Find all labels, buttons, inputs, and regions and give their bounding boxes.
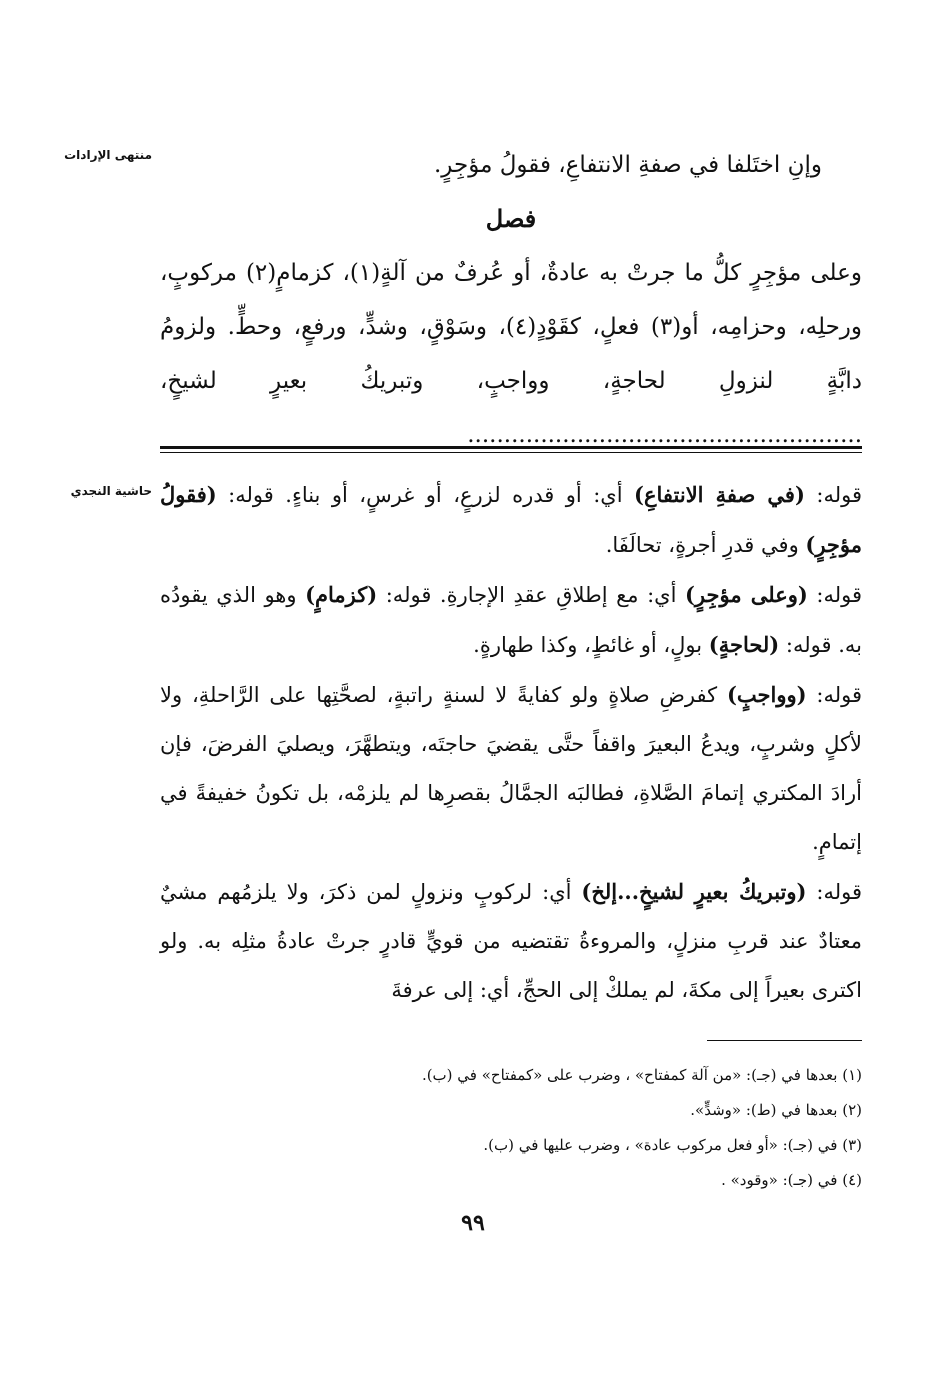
hashiya-paragraph: [160, 470, 862, 570]
hashiya-text-block: [160, 470, 862, 1015]
matn-paragraph-text: وعلى مؤجِرٍ كلُّ ما جرتْ به عادةٌ، أو عُرفٌ من آلةٍ(١)، كزمامٍ(٢) مركوبٍ، ورحلِه، وحزامِه، أو(٣) فعلٍ، كقَوْدٍ(٤)، وسَوْقٍ، وشدٍّ، ورفعٍ، وحطٍّ. ولزومُ دابَّةٍ لنزولِ لحاجةٍ، وواجبٍ، وتبريكُ بعيرٍ لشيخٍ،: [160, 260, 862, 394]
footnote: (٢) بعدها في (ط): «وشدٍّ».: [690, 1101, 862, 1119]
text-run: قوله:: [807, 583, 863, 607]
text-run: أي: أو قدره لزرعٍ، أو غرسٍ، أو بناءٍ. قوله:: [216, 483, 635, 507]
side-label-hashiya: حاشية النجدي: [70, 484, 152, 498]
section-divider: [160, 446, 862, 449]
footnotes-block: [160, 1058, 862, 1198]
text-run: قوله:: [806, 683, 863, 707]
footnote: (٣) في (جـ): «أو فعل مركوب عادة» ، وضرب عليها في (ب).: [483, 1136, 862, 1154]
matn-paragraph: [160, 246, 862, 462]
quoted-term: (وعلى مؤجِرٍ): [684, 582, 808, 607]
quoted-term: (كزمامٍ): [305, 582, 378, 607]
matn-line: وإنِ اختَلفا في صفةِ الانتفاعِ، فقولُ مؤجِرٍ.: [433, 152, 822, 178]
text-run: أي: مع إطلاقِ عقدِ الإجارةِ. قوله:: [377, 583, 685, 607]
quoted-term: (وواجبٍ): [726, 682, 807, 707]
hashiya-paragraph: [160, 570, 862, 670]
text-run: بولٍ، أو غائطٍ، وكذا طهارةٍ.: [473, 633, 709, 657]
hashiya-paragraph: [160, 867, 862, 1015]
quoted-term: (وتبريكُ بعيرٍ لشيخٍ...إلخ): [581, 879, 807, 904]
text-run: قوله:: [804, 483, 863, 507]
side-label-matn: منتهى الإرادات: [64, 148, 152, 162]
section-heading: فصل: [485, 204, 537, 233]
page-number: ٩٩: [461, 1210, 485, 1236]
text-run: وهو الذي يقودُه به. قوله:: [160, 583, 862, 657]
footnote-divider: [707, 1040, 862, 1041]
text-run: قوله:: [806, 880, 863, 904]
text-run: كفرضِ صلاةٍ ولو كفايةً لا لسنةٍ راتبةٍ، لصحَّتِها على الرَّاحلةِ، ولا لأكلٍ وشربٍ، ويدعُ البعيرَ واقفاً حتَّى يقضيَ حاجتَه، ويتطهَّرَ، ويصليَ الفرضَ، فإن أرادَ المكتري إتمامَ الصَّلاةِ، فطالبَه الجمَّالُ بقصرِها لم يلزمْه، بل تكونُ خفيفةً في إتمامٍ.: [160, 683, 862, 854]
text-run: أي: لركوبٍ ونزولٍ لمن ذكرَ، ولا يلزمُهم مشيٌ معتادٌ عند قربِ منزلٍ، والمروءةُ تقتضيه من قويٍّ قادرٍ جرتْ عادةُ مثلِه به. ولو اكترى بعيراً إلى مكةَ، لم يملكْ إلى الحجِّ، أي: إلى عرفةَ: [160, 880, 862, 1002]
hashiya-paragraph: [160, 670, 862, 867]
footnote: (١) بعدها في (جـ): «من آلة كمفتاح» ، وضرب على «كمفتاح» في (ب).: [421, 1066, 862, 1084]
dotted-leader: ......................................................: [467, 422, 862, 448]
text-run: وفي قدرِ أجرةٍ، تحالَفَا.: [605, 533, 806, 557]
footnote: (٤) في (جـ): «وقود» .: [721, 1171, 862, 1189]
quoted-term: (فقولُ مؤجِرٍ): [160, 482, 862, 557]
quoted-term: (لحاجةٍ): [708, 632, 780, 657]
matn-text-block: [160, 138, 862, 462]
quoted-term: (في صفةِ الانتفاعِ): [634, 482, 805, 507]
